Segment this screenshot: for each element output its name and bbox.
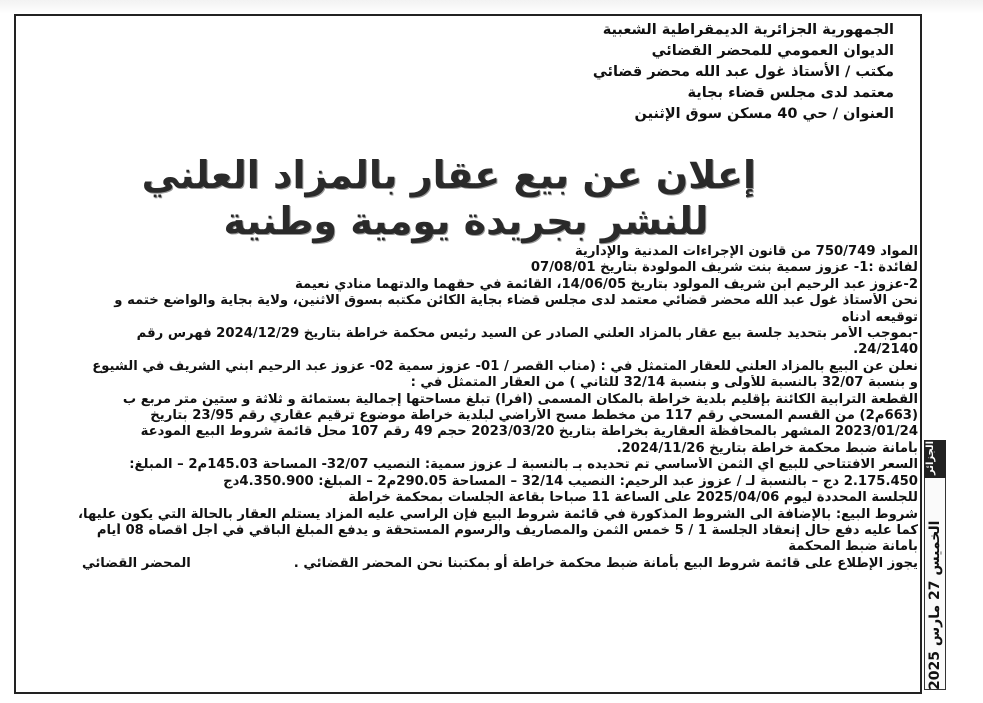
header-line-2: الديوان العمومي للمحضر القضائي (651, 43, 894, 59)
publication-date: الخميس 27 مارس 2025 (927, 520, 943, 690)
body-line: بأمانة ضبط المحكمة (788, 539, 918, 555)
logo-text: الجزائر (925, 440, 936, 475)
body-line: 2023/01/24 المشهر بالمحافظة العقارية بخراطة بتاريخ 2023/03/20 حجم 49 رقم 107 محل قائمة شروط البيع المودعة (140, 424, 918, 440)
body-line: المواد 750/749 من قانون الإجراءات المدنية والإدارية (574, 244, 918, 259)
body-line: توقيعه أدناه (841, 309, 918, 325)
body-line: القطعة الترابية الكائنة بإقليم بلدية خراطة بالمكان المسمى (أفرا) تبلغ مساحتها إجمالية بستمائة و ثلاثة و ستين متر مربع ب (122, 391, 918, 407)
body-line: لفائدة :1- عزوز سمية بنت شريف المولودة بتاريخ 07/08/01 (530, 260, 918, 276)
title-line-1: إعلان عن بيع عقار بالمزاد العلني (141, 153, 756, 197)
body-line: -بموجب الأمر بتحديد جلسة بيع عقار بالمزاد العلني الصادر عن السيد رئيس محكمة خراطة بتاريخ 2024/12/29 فهرس رقم (136, 326, 918, 342)
closing-row (22, 556, 918, 572)
body-line: 2.175.450 دج – بالنسبة لـ / عزوز عبد الرحيم: النصيب 32/14 – المساحة 290.05م2 – المبلغ: 4.350.900دج (223, 473, 918, 489)
header-line-4: معتمد لدى مجلس قضاء بجاية (687, 85, 894, 101)
body-line: كما عليه دفع حال إنعقاد الجلسة 1 / 5 خمس الثمن والمصاريف والرسوم المستحقة و يدفع المبلغ الباقي في أجل أقصاه 08 أيام (96, 522, 918, 538)
scan-edge (0, 0, 983, 14)
body-line: و بنسبة 32/07 بالنسبة للأولى و بنسبة 32/14 للثاني ) من العقار المتمثل في : (410, 375, 918, 391)
office-header (474, 20, 894, 125)
body-line: السعر الافتتاحي للبيع أي الثمن الأساسي تم تحديده بـ بالنسبة لـ عزوز سمية: النصيب 32/07- المساحة 145.03م2 – المبلغ: (129, 457, 918, 473)
final-line: يجوز الإطلاع على قائمة شروط البيع بأمانة ضبط محكمة خراطة أو بمكتبنا نحن المحضر القضائي . (293, 555, 918, 571)
notice-frame (14, 14, 922, 694)
body-line: نحن الأستاذ غول عبد الله محضر قضائي معتمد لدى مجلس قضاء بجاية الكائن مكتبه بسوق الاثنين، ولاية بجاية والواضع ختمه و (114, 293, 918, 309)
body-line: شروط البيع: بالإضافة الى الشروط المذكورة في قائمة شروط البيع فإن الراسي عليه المزاد يستلم العقار بالحالة التي يكون عليها، (78, 506, 918, 522)
body-line: 2-عزوز عبد الرحيم ابن شريف المولود بتاريخ 14/06/05، القائمة في حقهما والدتهما منادي نعيمة (295, 276, 918, 292)
body-line: نعلن عن البيع بالمزاد العلني للعقار المتمثل في : (مناب القصر / 01- عزوز سمية 02- عزوز عبد الرحيم ابني الشريف في الشيوع (92, 358, 918, 374)
body-line: 24/2140. (853, 342, 918, 358)
body-line: (663م2) من القسم المسحي رقم 117 من مخطط مسح الأراضي لبلدية خراطة موضوع ترقيم عقاري رقم 23/95 بتاريخ (150, 408, 918, 424)
header-line-3: مكتب / الأستاذ غول عبد الله محضر قضائي (592, 64, 894, 80)
title-line-2: للنشر بجريدة يومية وطنية (223, 199, 709, 243)
body-line: للجلسة المحددة ليوم 2025/04/06 على الساعة 11 صباحا بقاعة الجلسات بمحكمة خراطة (348, 490, 918, 506)
signature: المحضر القضائي (82, 555, 191, 571)
notice-body (22, 244, 918, 572)
header-line-5: العنوان / حي 40 مسكن سوق الإثنين (634, 106, 894, 122)
notice-title (141, 152, 756, 244)
header-line-1: الجمهورية الجزائرية الديمقراطية الشعبية (602, 22, 894, 38)
body-line: بأمانة ضبط محكمة خراطة بتاريخ 2024/11/26. (616, 440, 918, 456)
